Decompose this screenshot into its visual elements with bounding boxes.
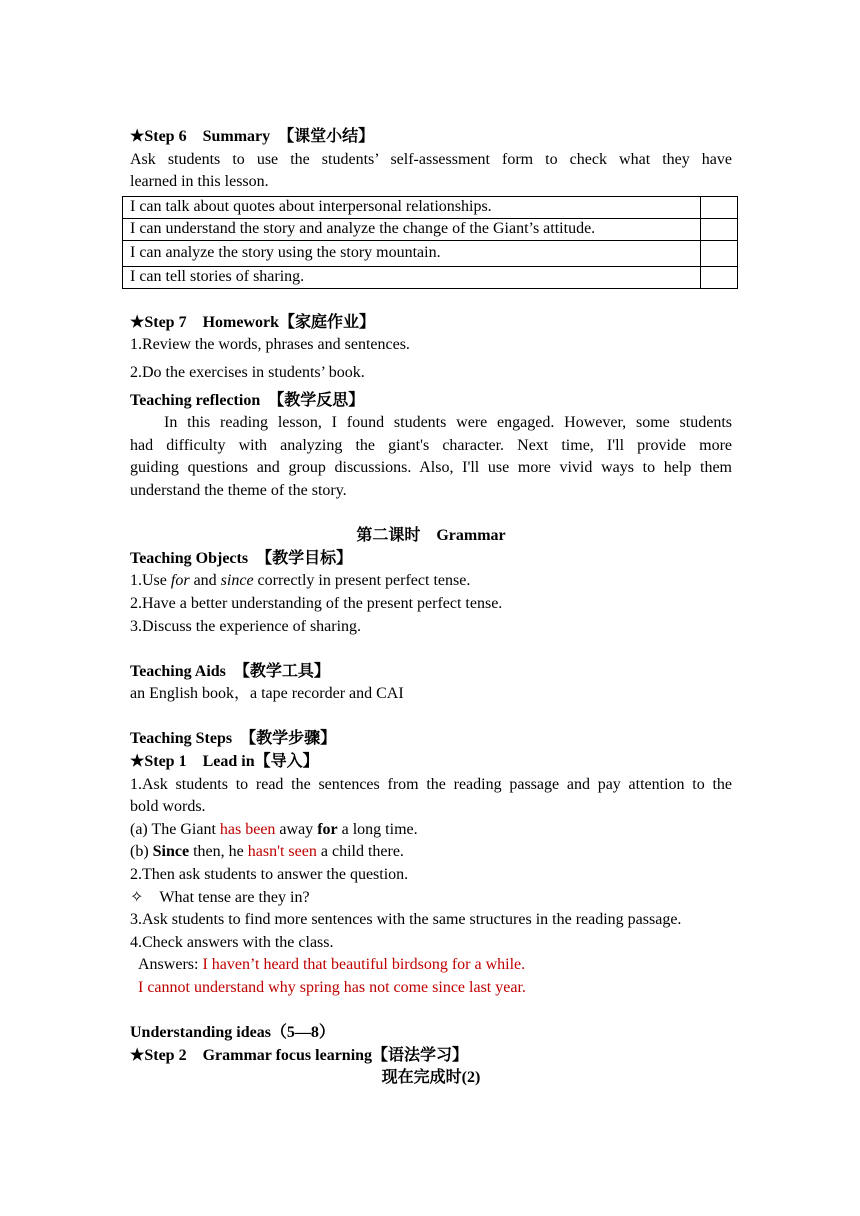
teaching-aids-title: Teaching Aids 【教学工具】 [130, 662, 330, 680]
step2-subtitle: 现在完成时(2) [381, 1069, 481, 1087]
self-assessment-check-cell[interactable] [701, 218, 738, 240]
self-assessment-table [122, 196, 738, 289]
document-page [130, 126, 732, 1090]
objective-2: 2.Have a better understanding of the present perfect tense. [130, 594, 503, 612]
answers-line-1: Answers: I haven’t heard that beautiful birdsong for a while. [138, 956, 526, 974]
answers-line-2: I cannot understand why spring has not come since last year. [138, 979, 526, 996]
step6-intro-line-1: Ask students to use the students’ self-assessment form to check what they have [130, 150, 732, 168]
step1-item-3: 3.Ask students to find more sentences with the same structures in the reading passage. [130, 911, 682, 929]
homework-item-2: 2.Do the exercises in students’ book. [130, 363, 365, 381]
self-assessment-statement: I can analyze the story using the story mountain. [123, 240, 701, 266]
understanding-ideas-title: Understanding ideas（5—8） [130, 1024, 335, 1042]
step1-item-1-line-1: 1.Ask students to read the sentences from the reading passage and pay attention to the [130, 775, 732, 793]
reflection-line-2: had difficulty with analyzing the giant's character. Next time, I'll provide more [130, 436, 732, 454]
self-assessment-check-cell[interactable] [701, 196, 738, 218]
step6-title: ★Step 6 Summary 【课堂小结】 [130, 128, 375, 145]
step2-title: ★Step 2 Grammar focus learning【语法学习】 [130, 1046, 469, 1064]
self-assessment-check-cell[interactable] [701, 266, 738, 288]
self-assessment-statement: I can tell stories of sharing. [123, 266, 701, 288]
step1-title: ★Step 1 Lead in【导入】 [130, 753, 319, 771]
reflection-title: Teaching reflection 【教学反思】 [130, 391, 365, 409]
objective-1: 1.Use for and since correctly in present perfect tense. [130, 572, 471, 590]
teaching-steps-title: Teaching Steps 【教学步骤】 [130, 730, 337, 748]
objective-3: 3.Discuss the experience of sharing. [130, 617, 362, 635]
self-assessment-statement: I can talk about quotes about interpersonal relationships. [123, 196, 701, 218]
step1-item-4: 4.Check answers with the class. [130, 933, 334, 951]
table-row [123, 218, 738, 240]
reflection-line-1: In this reading lesson, I found students were engaged. However, some students [164, 414, 732, 432]
step1-question: ✧ What tense are they in? [130, 888, 310, 906]
step1-item-2: 2.Then ask students to answer the question. [130, 866, 409, 884]
table-row [123, 240, 738, 266]
reflection-line-4: understand the theme of the story. [130, 481, 347, 499]
step6-intro-line-2: learned in this lesson. [130, 173, 269, 191]
step7-title: ★Step 7 Homework【家庭作业】 [130, 313, 376, 331]
teaching-objects-title: Teaching Objects 【教学目标】 [130, 549, 353, 567]
table-row [123, 196, 738, 218]
lesson2-heading: 第二课时 Grammar [356, 527, 506, 545]
teaching-aids-text: an English book，a tape recorder and CAI [130, 685, 404, 703]
reflection-line-3: guiding questions and group discussions. Also, I'll use more vivid ways to help them [130, 459, 732, 477]
example-sentence-b: (b) Since then, he hasn't seen a child there. [130, 843, 404, 861]
step1-item-1-line-2: bold words. [130, 798, 206, 816]
self-assessment-check-cell[interactable] [701, 240, 738, 266]
homework-item-1: 1.Review the words, phrases and sentences. [130, 336, 410, 354]
table-row [123, 266, 738, 288]
self-assessment-statement: I can understand the story and analyze the change of the Giant’s attitude. [123, 218, 701, 240]
example-sentence-a: (a) The Giant has been away for a long time. [130, 820, 418, 838]
